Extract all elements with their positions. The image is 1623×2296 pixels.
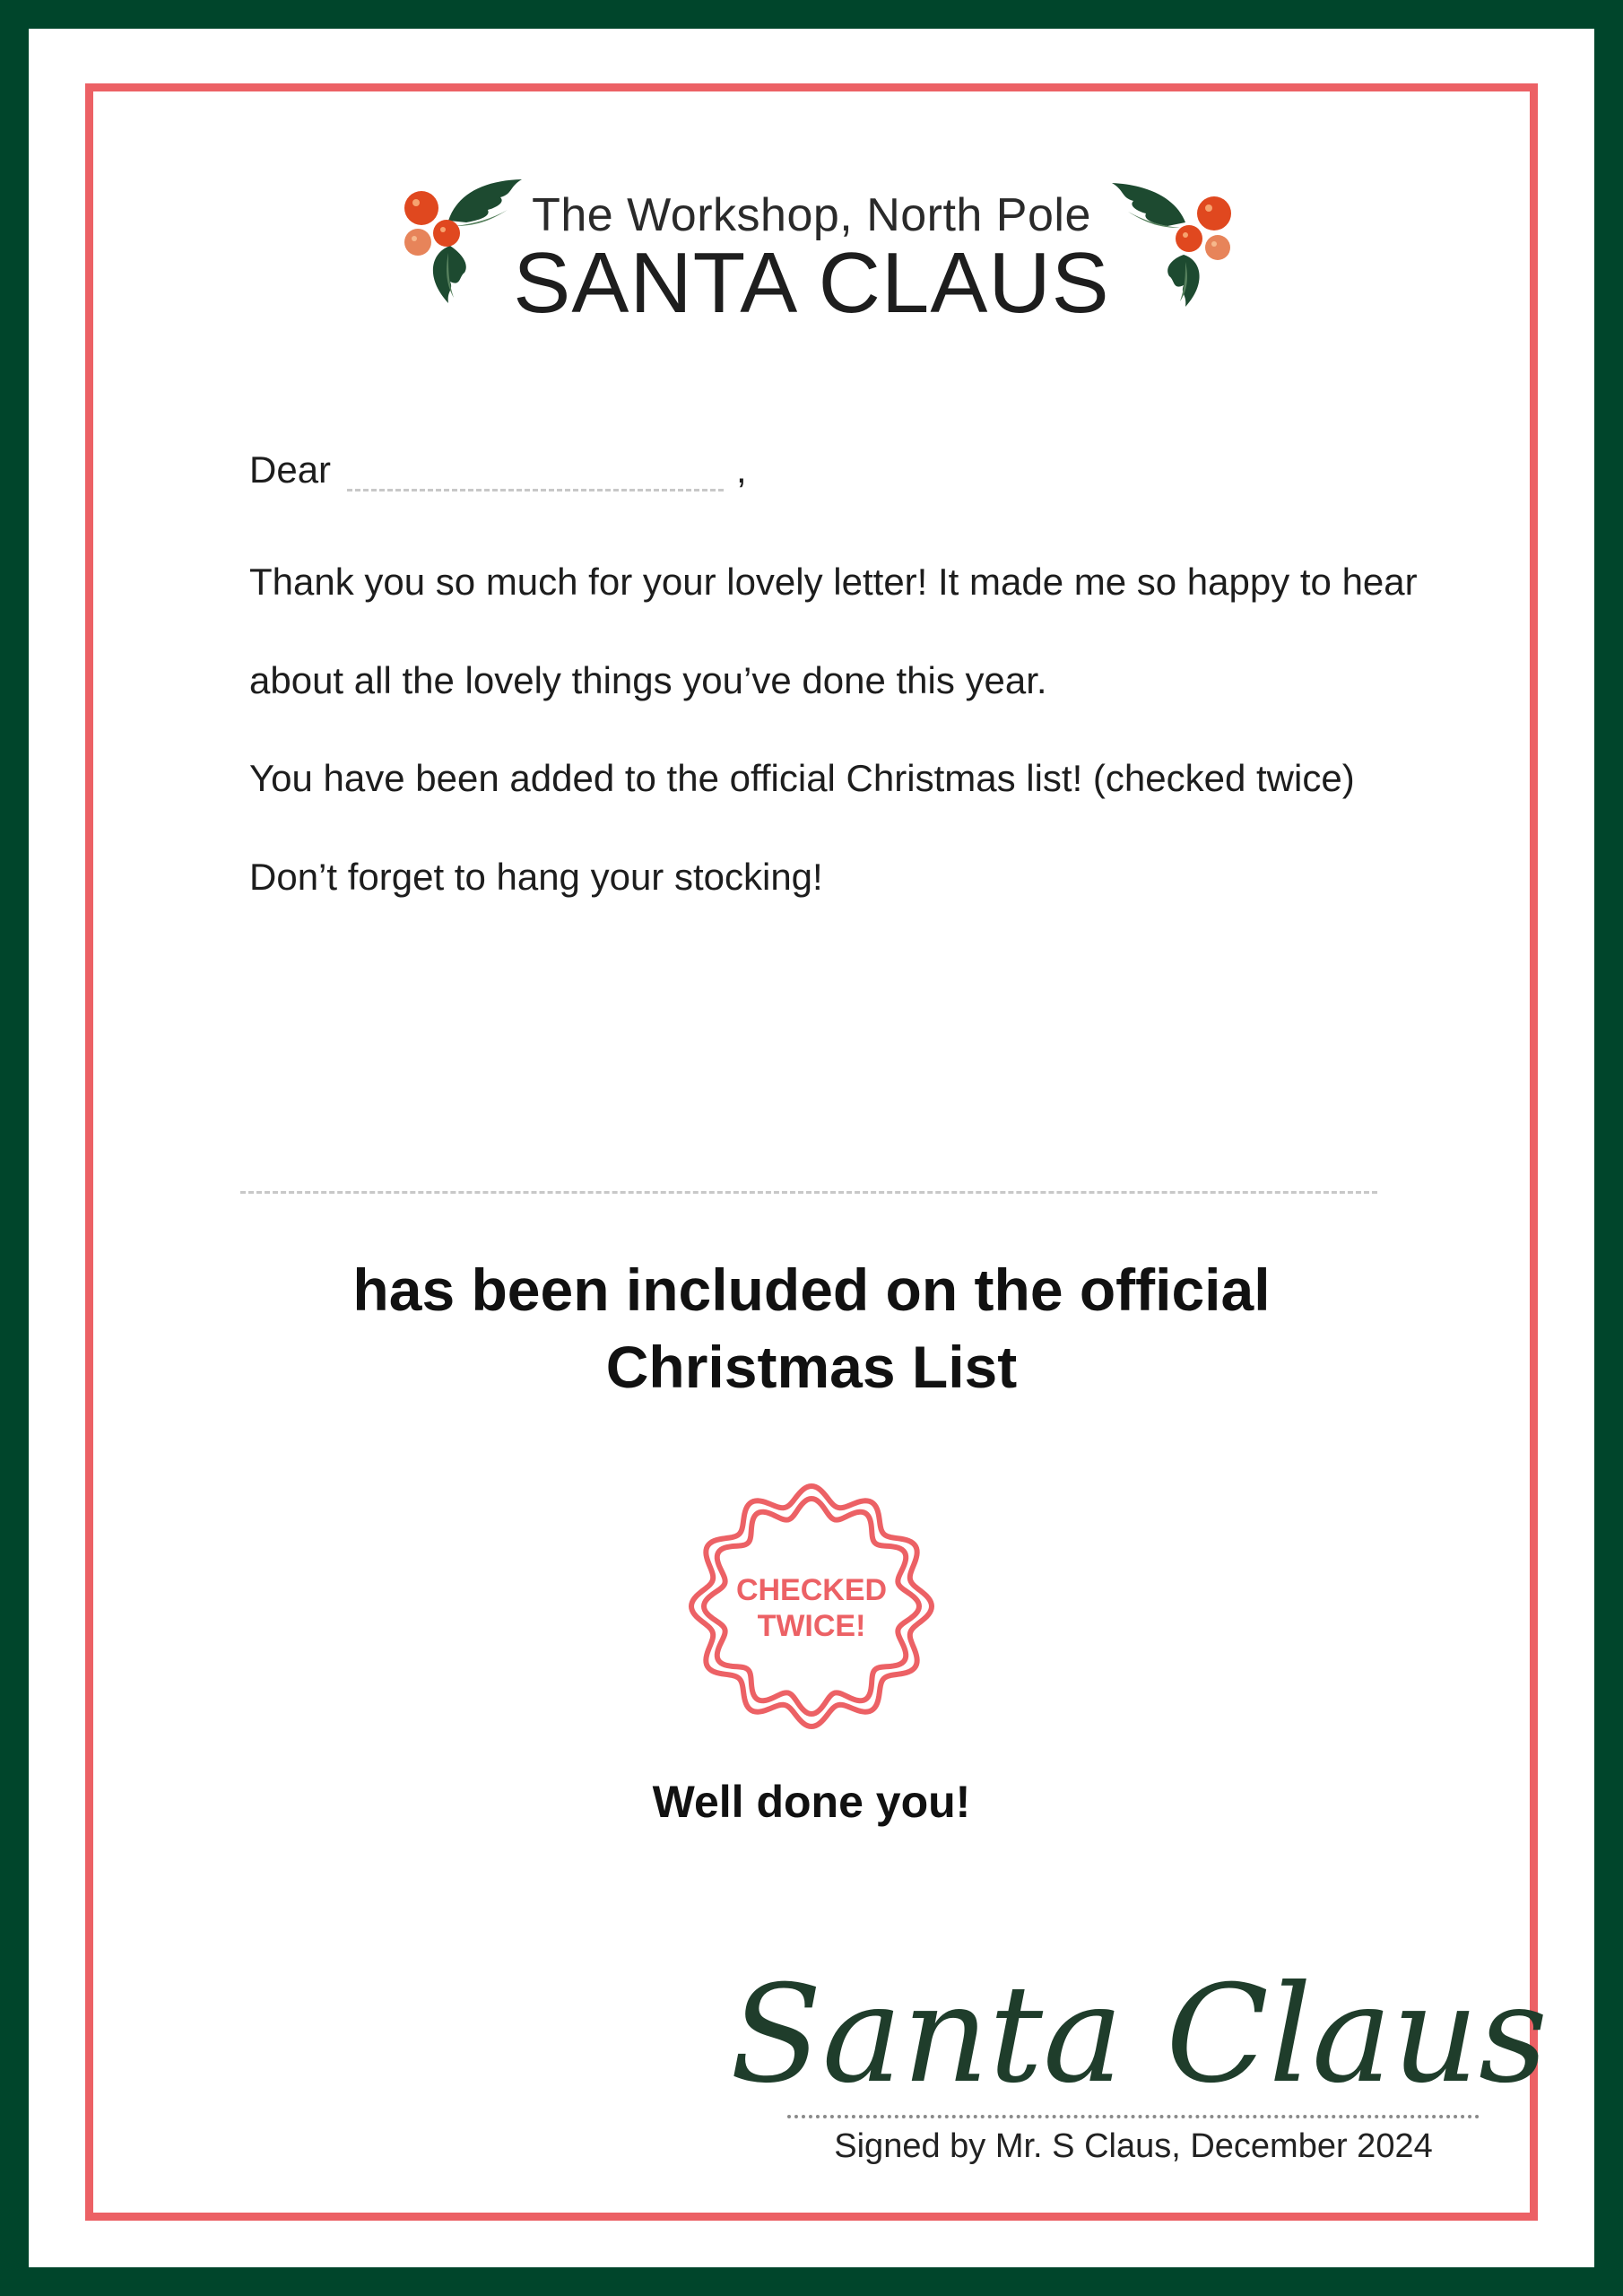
included-statement: [0, 1251, 1623, 1405]
salutation-comma: ,: [736, 448, 747, 491]
included-line-2: Christmas List: [605, 1334, 1018, 1400]
santa-signature-image: [730, 1928, 1548, 2113]
letter-paragraph-2: about all the lovely things you’ve done this year.: [249, 659, 1047, 701]
included-line-1: has been included on the official: [352, 1257, 1271, 1323]
inner-frame: [85, 83, 1538, 2221]
seal-text-line-2: TWICE!: [757, 1609, 866, 1643]
workshop-location: The Workshop, North Pole: [532, 189, 1091, 241]
letter-paragraph-4: Don’t forget to hang your stocking!: [249, 856, 823, 898]
seal-text-line-1: CHECKED: [735, 1573, 888, 1607]
letter-paragraph-1: Thank you so much for your lovely letter! It made me so happy to hear: [249, 561, 1418, 603]
salutation-line: [249, 448, 747, 491]
signature-dotted-line: [787, 2115, 1480, 2118]
salutation-text: Dear: [249, 448, 332, 491]
signature-script-text: Santa Claus: [730, 1957, 1548, 2113]
letter-paragraph-3: You have been added to the official Christmas list! (checked twice): [249, 757, 1355, 799]
page-title: SANTA CLAUS: [513, 235, 1110, 331]
recipient-name-blank: [347, 467, 724, 491]
signed-by-text: Signed by Mr. S Claus, December 2024: [834, 2127, 1433, 2165]
name-divider-line: [240, 1191, 1377, 1194]
well-done-text: Well done you!: [652, 1777, 971, 1827]
checked-twice-seal-icon: [683, 1478, 940, 1735]
